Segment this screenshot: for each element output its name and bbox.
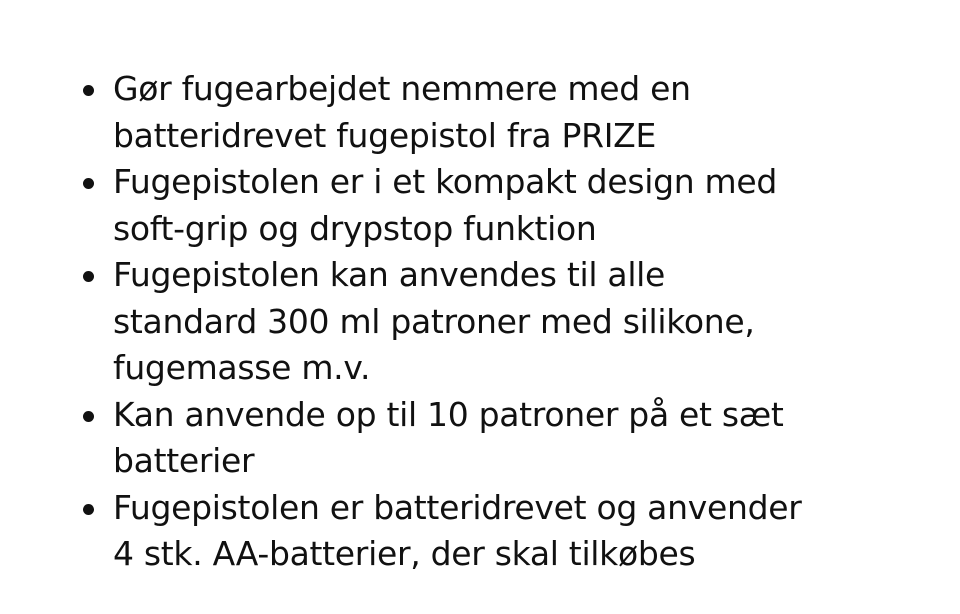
feature-item [78,485,938,578]
bullet-icon [83,85,94,96]
feature-text-line: standard 300 ml patroner med silikone, [113,301,755,341]
feature-text-line: batterier [113,441,255,480]
bullet-icon [83,271,94,282]
feature-text-line: Fugepistolen kan anvendes til alle [113,255,666,294]
feature-text-line: Gør fugearbejdet nemmere med en [113,69,691,108]
feature-item [78,392,938,485]
feature-text-line: batteridrevet fugepistol fra PRIZE [113,115,657,155]
feature-text-line: 4 stk. AA-batterier, der skal tilkøbes [113,534,696,573]
feature-text-line: fugemasse m.v. [113,348,371,387]
feature-item [78,159,938,252]
feature-item [78,252,938,392]
bullet-icon [83,178,94,189]
bullet-icon [83,504,94,515]
feature-bullet-list [78,66,938,578]
feature-text-line: Fugepistolen er batteridrevet og anvender [113,487,802,527]
feature-text-line: soft-grip og drypstop funktion [113,208,597,248]
feature-text-line: Fugepistolen er i et kompakt design med [113,162,778,201]
feature-item [78,66,938,159]
feature-text-line: Kan anvende op til 10 patroner på et sæt [113,394,784,434]
bullet-icon [83,411,94,422]
